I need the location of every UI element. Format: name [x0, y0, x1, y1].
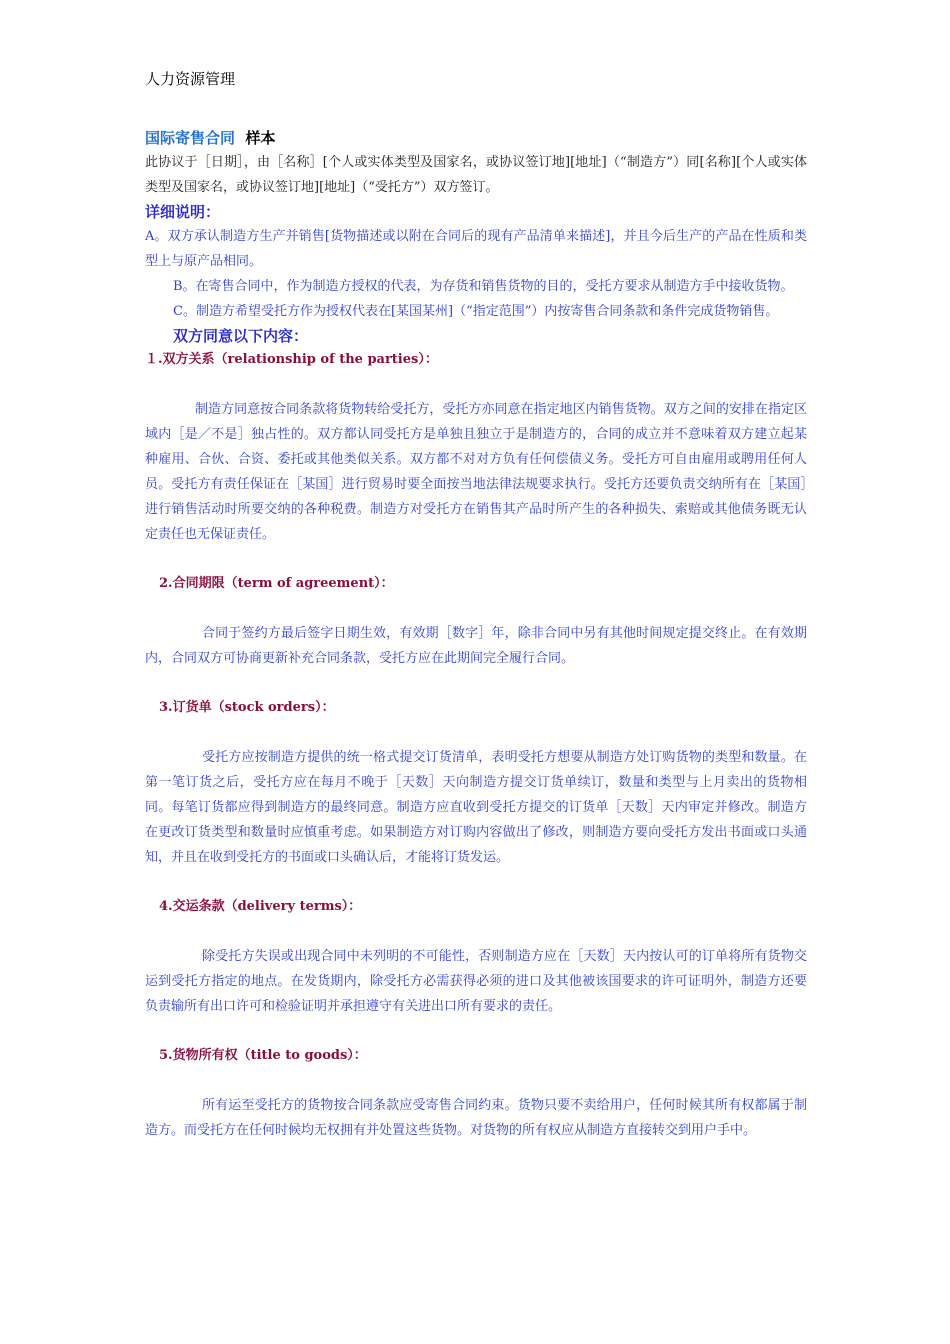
section-heading: 3.订货单（stock orders）：: [159, 700, 335, 715]
section-heading: 2.合同期限（term of agreement）：: [159, 576, 394, 591]
item-b: B。在寄售合同中，作为制造方授权的代表，为存货和销售货物的目的，受托方要求从制造方手中接收货物。: [173, 279, 794, 294]
section-heading: １.双方关系（relationship of the parties）：: [145, 352, 438, 367]
section-body: 除受托方失误或出现合同中未列明的不可能性，否则制造方应在［天数］天内按认可的订单将所有货物交运到受托方指定的地点。在发货期内，除受托方必需获得必须的进口及其他被该国要求的许可证明外，制造方还要负责输所有出口许可和检验证明并承担遵守有关进出口所有要求的责任。: [145, 949, 807, 1014]
document-title: [145, 128, 807, 148]
document-title-sample: 样本: [245, 129, 276, 147]
section-body: 所有运至受托方的货物按合同条款应受寄售合同约束。货物只要不卖给用户，任何时候其所有权都属于制造方。而受托方在任何时候均无权拥有并处置这些货物。对货物的所有权应从制造方直接转交到用户手中。: [145, 1098, 807, 1138]
item-a: A。双方承认制造方生产并销售[货物描述或以附在合同后的现有产品清单来描述]，并且今后生产的产品在性质和类型上与原产品相同。: [145, 229, 807, 269]
intro-paragraph: 此协议于［日期］，由［名称］[个人或实体类型及国家名，或协议签订地][地址]（“制造方”）同[名称][个人或实体类型及国家名，或协议签订地][地址]（“受托方”）双方签订。: [145, 155, 807, 195]
item-c: C。制造方希望受托方作为授权代表在[某国某州]（“指定范围”）内按寄售合同条款和条件完成货物销售。: [173, 304, 779, 319]
section-body: 合同于签约方最后签字日期生效，有效期［数字］年，除非合同中另有其他时间规定提交终止。在有效期内，合同双方可协商更新补充合同条款，受托方应在此期间完全履行合同。: [145, 626, 807, 666]
document-title-main: 国际寄售合同: [145, 129, 236, 147]
section-heading: 5.货物所有权（title to goods）：: [159, 1048, 367, 1063]
agree-heading: 双方同意以下内容：: [173, 327, 309, 345]
section-heading: 4.交运条款（delivery terms）：: [159, 899, 362, 914]
details-heading: 详细说明：: [145, 203, 221, 221]
section-body: 制造方同意按合同条款将货物转给受托方，受托方亦同意在指定地区内销售货物。双方之间的安排在指定区域内［是／不是］独占性的。双方都认同受托方是单独且独立于是制造方的，合同的成立并不意味着双方建立起某种雇用、合伙、合资、委托或其他类似关系。双方都不对对方负有任何偿债义务。受托方可自由雇用或聘用任何人员。受托方有责任保证在［某国］进行贸易时要全面按当地法律法规要求执行。受托方还要负责交纳所有在［某国］进行销售活动时所要交纳的各种税费。制造方对受托方在销售其产品时所产生的各种损失、索赔或其他债务既无认定责任也无保证责任。: [145, 402, 807, 542]
document-body: [145, 128, 807, 1143]
page-header: 人力资源管理: [145, 70, 236, 88]
section-body: 受托方应按制造方提供的统一格式提交订货清单，表明受托方想要从制造方处订购货物的类型和数量。在第一笔订货之后，受托方应在每月不晚于［天数］天向制造方提交订货单续订，数量和类型与上月卖出的货物相同。每笔订货都应得到制造方的最终同意。制造方应直收到受托方提交的订货单［天数］天内审定并修改。制造方在更改订货类型和数量时应慎重考虑。如果制造方对订购内容做出了修改，则制造方要向受托方发出书面或口头通知，并且在收到受托方的书面或口头确认后，才能将订货发运。: [145, 750, 807, 865]
